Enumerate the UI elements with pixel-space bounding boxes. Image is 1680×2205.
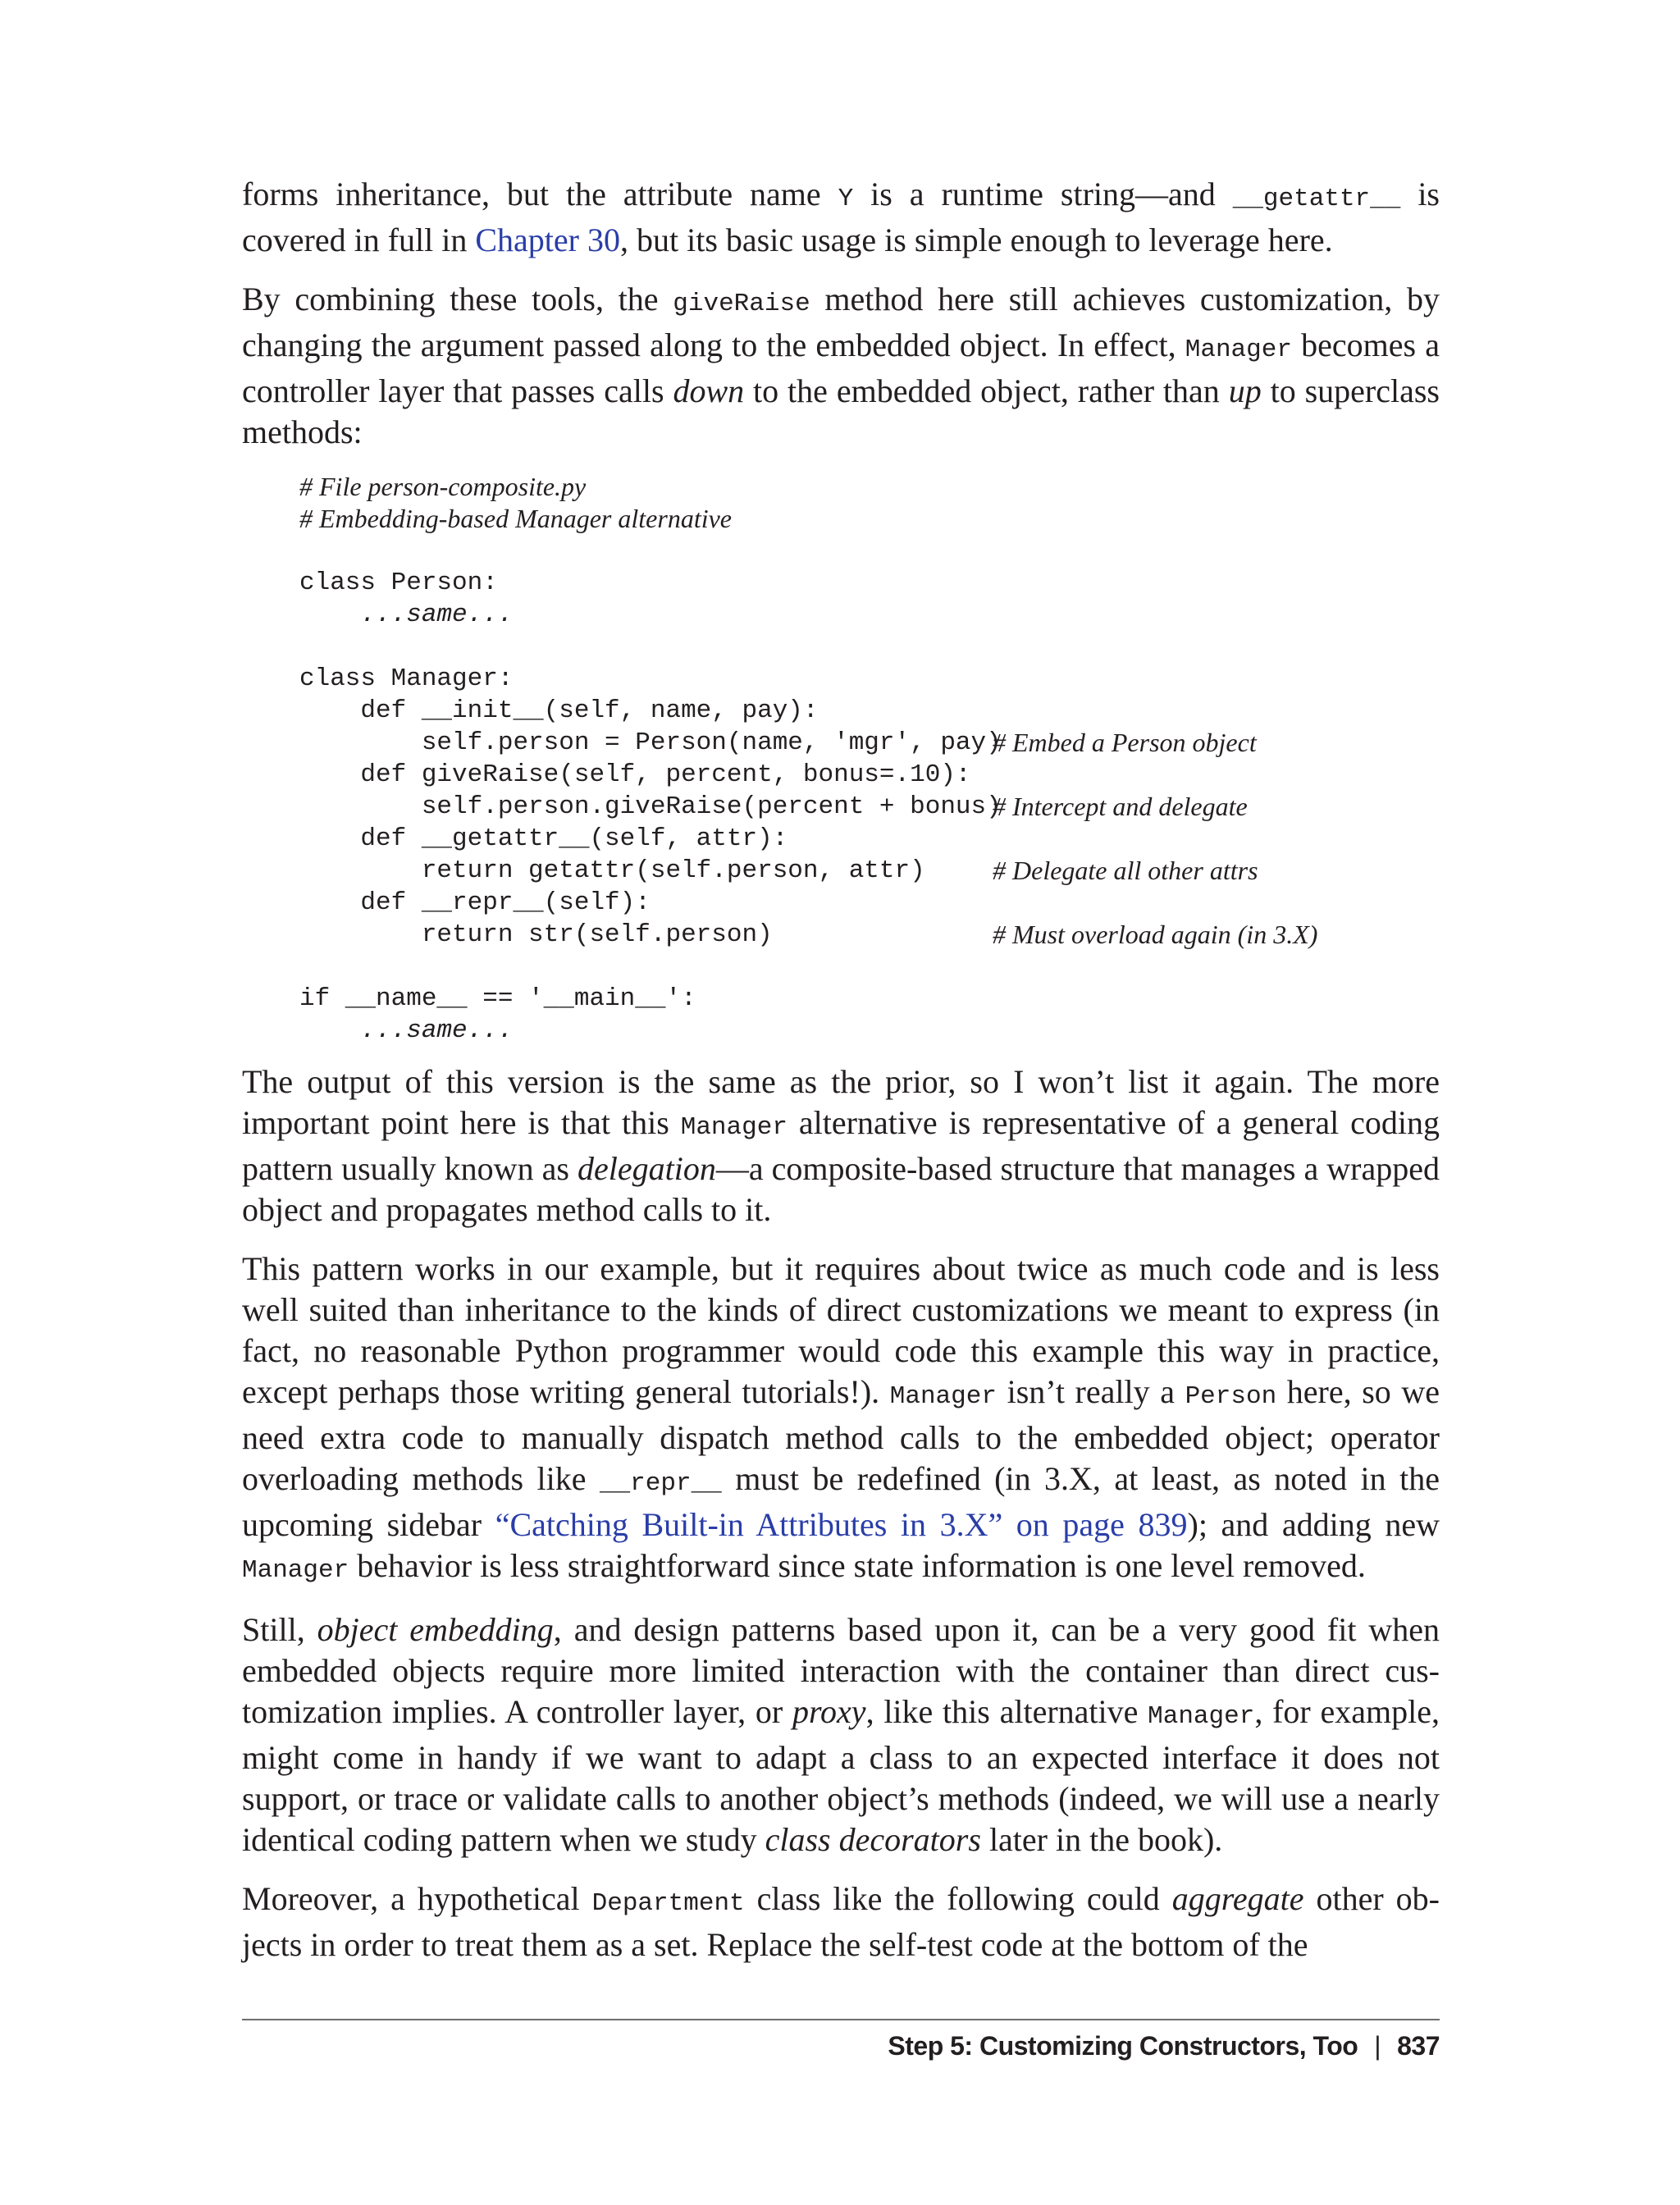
code-line xyxy=(299,727,1440,759)
page-number: 837 xyxy=(1397,2031,1440,2061)
code-line xyxy=(299,1015,1440,1047)
paragraph-6 xyxy=(242,1879,1440,1965)
text-run: isn’t really a xyxy=(996,1373,1185,1410)
code-line xyxy=(299,887,1440,919)
code-line xyxy=(299,951,1440,983)
code-text: if __name__ == '__main__': xyxy=(299,984,696,1013)
text-run: method here still achieves customization, by changing the argument passed along to the embedded object. In effect, xyxy=(242,281,1440,363)
code-line xyxy=(299,919,1440,951)
text-run: Still, xyxy=(242,1611,317,1648)
inline-code: giveRaise xyxy=(673,290,810,318)
code-text: class Person: xyxy=(299,568,498,597)
inline-code: Person xyxy=(1185,1382,1277,1411)
text-run: , like this alternative xyxy=(865,1693,1148,1730)
code-text: self.person.giveRaise(percent + bonus) xyxy=(299,792,1002,821)
text-run: later in the book). xyxy=(980,1821,1223,1858)
code-text: def __getattr__(self, attr): xyxy=(299,824,788,853)
text-run: The output of this version is the same as the prior, so I won’t list it again. The more important point here is that this xyxy=(242,1063,1440,1141)
cross-reference-link[interactable]: “Catching Built-in Attributes in 3.X” on page 839 xyxy=(495,1506,1188,1543)
code-inline-comment: # Delegate all other attrs xyxy=(993,856,1258,885)
cross-reference-link[interactable]: Chapter 30 xyxy=(475,221,620,258)
code-text: def __init__(self, name, pay): xyxy=(299,696,819,725)
text-run: class like the following could xyxy=(744,1880,1172,1917)
code-placeholder: ...same... xyxy=(360,1016,514,1045)
code-inline-comment: # Intercept and delegate xyxy=(993,792,1248,821)
inline-code: __getattr__ xyxy=(1232,185,1401,213)
page-body xyxy=(242,174,1440,1984)
code-text: class Manager: xyxy=(299,664,514,693)
footer-rule xyxy=(242,2019,1440,2020)
text-run: here, so we need extra code to manually dispatch method calls to the embedded object; operator overloading methods like xyxy=(242,1373,1440,1497)
code-text: return str(self.person) xyxy=(299,920,773,949)
code-line xyxy=(299,503,1440,535)
footer-section-title: Step 5: Customizing Constructors, Too xyxy=(888,2031,1358,2061)
code-line xyxy=(299,855,1440,887)
emphasis: aggregate xyxy=(1171,1880,1304,1917)
code-line xyxy=(299,823,1440,855)
inline-code: Manager xyxy=(680,1113,788,1142)
code-line xyxy=(299,599,1440,631)
text-run: to the embedded object, rather than xyxy=(744,372,1229,409)
code-text: def __repr__(self): xyxy=(299,888,651,917)
text-run: By combining these tools, the xyxy=(242,281,673,317)
text-run: ); and adding new xyxy=(1187,1506,1440,1543)
paragraph-4 xyxy=(242,1249,1440,1591)
emphasis: class decorators xyxy=(765,1821,981,1858)
paragraph-2 xyxy=(242,279,1440,453)
inline-code: Department xyxy=(591,1889,745,1918)
code-line xyxy=(299,663,1440,695)
code-line xyxy=(299,759,1440,791)
emphasis: object embedding xyxy=(317,1611,554,1648)
text-run: is covered in full in xyxy=(242,176,1440,258)
code-line xyxy=(299,535,1440,567)
text-run: behavior is less straightforward since state information is one level removed. xyxy=(349,1547,1366,1584)
code-comment: # Embedding-based Manager alternative xyxy=(299,504,732,533)
page-footer xyxy=(888,2031,1440,2061)
text-run: other objects in order to treat them as a set. Replace the self-test code at the bottom of the xyxy=(242,1880,1440,1963)
code-text: def giveRaise(self, percent, bonus=.10): xyxy=(299,760,971,789)
code-placeholder: ...same... xyxy=(360,600,514,629)
inline-code: Manager xyxy=(1148,1702,1255,1731)
text-run: , for example, might come in handy if we want to adapt a class to an expected interface it does not support, or trace or validate calls to another object’s methods (indeed, we will use a nearly identical coding pattern when we study xyxy=(242,1693,1440,1858)
text-run: becomes a controller layer that passes calls xyxy=(242,326,1440,409)
text-run: —a composite-based structure that manages a wrapped object and propagates method calls to it. xyxy=(242,1150,1440,1228)
emphasis: proxy xyxy=(792,1693,866,1730)
code-inline-comment: # Embed a Person object xyxy=(993,728,1257,757)
text-run: , and design patterns based upon it, can be a very good fit when embedded objects require more limited interaction with the container than direct customization implies. A controller layer, or xyxy=(242,1611,1440,1730)
footer-separator: | xyxy=(1374,2031,1381,2061)
inline-code: Y xyxy=(838,185,854,213)
code-line xyxy=(299,791,1440,823)
code-line xyxy=(299,567,1440,599)
code-text: return getattr(self.person, attr) xyxy=(299,856,925,885)
inline-code: Manager xyxy=(242,1556,349,1585)
text-run: to superclass methods: xyxy=(242,372,1440,450)
paragraph-5 xyxy=(242,1609,1440,1860)
text-run: , but its basic usage is simple enough to leverage here. xyxy=(619,221,1333,258)
code-comment: # File person-composite.py xyxy=(299,472,587,501)
code-inline-comment: # Must overload again (in 3.X) xyxy=(993,920,1318,949)
code-text: self.person = Person(name, 'mgr', pay) xyxy=(299,728,1002,757)
code-line xyxy=(299,471,1440,503)
code-line xyxy=(299,631,1440,663)
code-line xyxy=(299,695,1440,727)
text-run: Moreover, a hypothetical xyxy=(242,1880,592,1917)
emphasis: up xyxy=(1228,372,1262,409)
text-run: must be redefined (in 3.X, at least, as noted in the upcoming sidebar xyxy=(242,1460,1440,1543)
text-run: is a runtime string—and xyxy=(853,176,1233,212)
code-line xyxy=(299,983,1440,1015)
code-listing xyxy=(299,471,1440,1047)
emphasis: delegation xyxy=(577,1150,716,1187)
paragraph-3 xyxy=(242,1061,1440,1230)
text-run: alternative is representative of a general coding pattern usually known as xyxy=(242,1104,1440,1187)
emphasis: down xyxy=(673,372,745,409)
inline-code: Manager xyxy=(1185,336,1292,364)
inline-code: __repr__ xyxy=(599,1469,722,1498)
paragraph-1 xyxy=(242,174,1440,261)
inline-code: Manager xyxy=(889,1382,997,1411)
text-run: This pattern works in our example, but it requires about twice as much code and is less well suited than inheritance to the kinds of direct customizations we meant to express (in fact, no reasonable Python programmer would code this example this way in practice, except perhaps those writing general tutorials!). xyxy=(242,1250,1440,1410)
text-run: forms inheritance, but the attribute name xyxy=(242,176,838,212)
